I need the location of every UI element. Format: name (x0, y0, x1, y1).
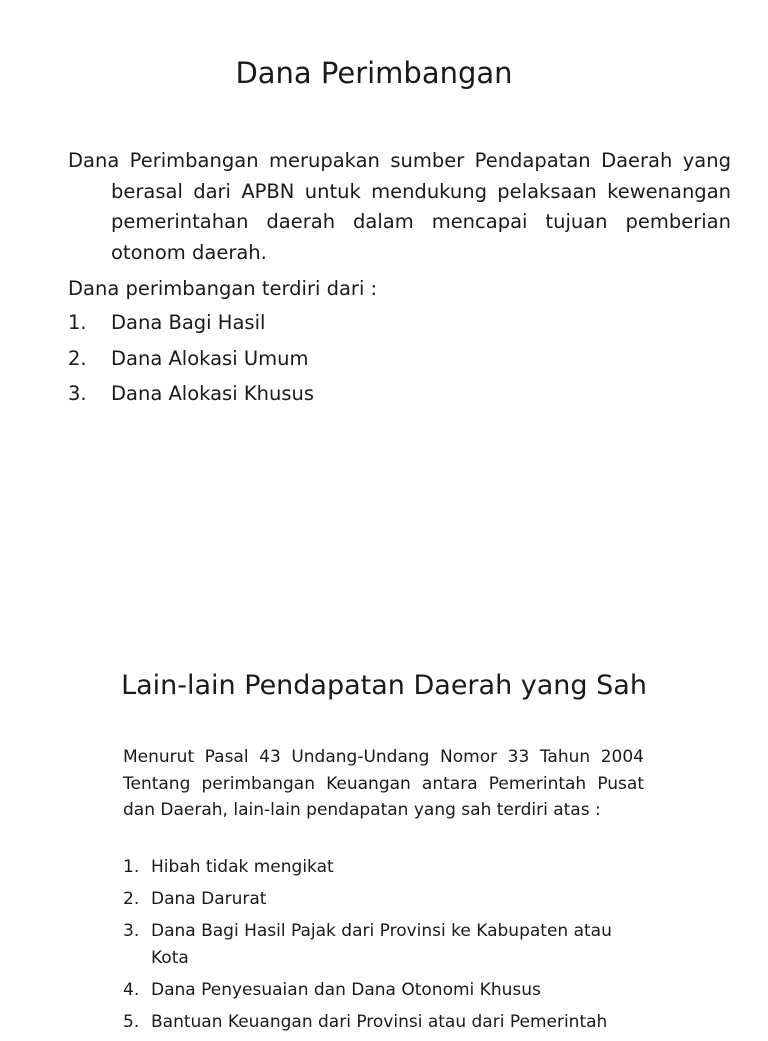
slide-title: Dana Perimbangan (235, 56, 513, 90)
list-item-number: 4. (123, 980, 140, 1000)
list-item (123, 854, 644, 881)
list-item (123, 977, 644, 1004)
list-item-number: 3. (123, 921, 140, 941)
list-item (123, 886, 644, 913)
list-item (68, 308, 314, 344)
list-item-number: 3. (68, 382, 87, 405)
slide-lain-lain-pendapatan (0, 620, 768, 1032)
list-item-number: 5. (123, 1012, 140, 1032)
list-intro: Dana perimbangan terdiri dari : (68, 277, 378, 300)
list-item-text: Bantuan Keuangan dari Provinsi atau dari Pemerintah (151, 1012, 608, 1032)
list-item-number: 2. (68, 346, 87, 370)
list-item-number: 1. (123, 857, 140, 877)
legal-basis-paragraph: Menurut Pasal 43 Undang-Undang Nomor 33 Tahun 2004 Tentang perimbangan Keuangan antara Pemerintah Pusat dan Daerah, lain-lain pendapatan yang sah terdiri atas : (123, 747, 644, 820)
list-item (68, 344, 314, 380)
list-item-text: Dana Alokasi Umum (111, 346, 309, 370)
list-item-text: Dana Bagi Hasil Pajak dari Provinsi ke Kabupaten atau Kota (151, 921, 612, 968)
list-item-number: 2. (123, 889, 140, 909)
list-item-text: Dana Darurat (151, 889, 267, 909)
definition-paragraph: Dana Perimbangan merupakan sumber Pendapatan Daerah yang berasal dari APBN untuk mendukung pelaksaan kewenangan pemerintahan daerah dalam mencapai tujuan pemberian otonom daerah. (68, 149, 731, 264)
list-item (123, 918, 644, 972)
slide-title: Lain-lain Pendapatan Daerah yang Sah (121, 670, 647, 701)
list-item-text: Dana Penyesuaian dan Dana Otonomi Khusus (151, 980, 541, 1000)
revenue-list (123, 854, 644, 1041)
list-item-text: Dana Alokasi Khusus (111, 382, 315, 405)
list-item (123, 1009, 644, 1036)
list-item-text: Dana Bagi Hasil (111, 311, 266, 334)
component-list (68, 308, 314, 415)
list-item-number: 1. (68, 311, 87, 334)
list-item-text: Hibah tidak mengikat (151, 857, 334, 877)
list-item (68, 379, 314, 415)
